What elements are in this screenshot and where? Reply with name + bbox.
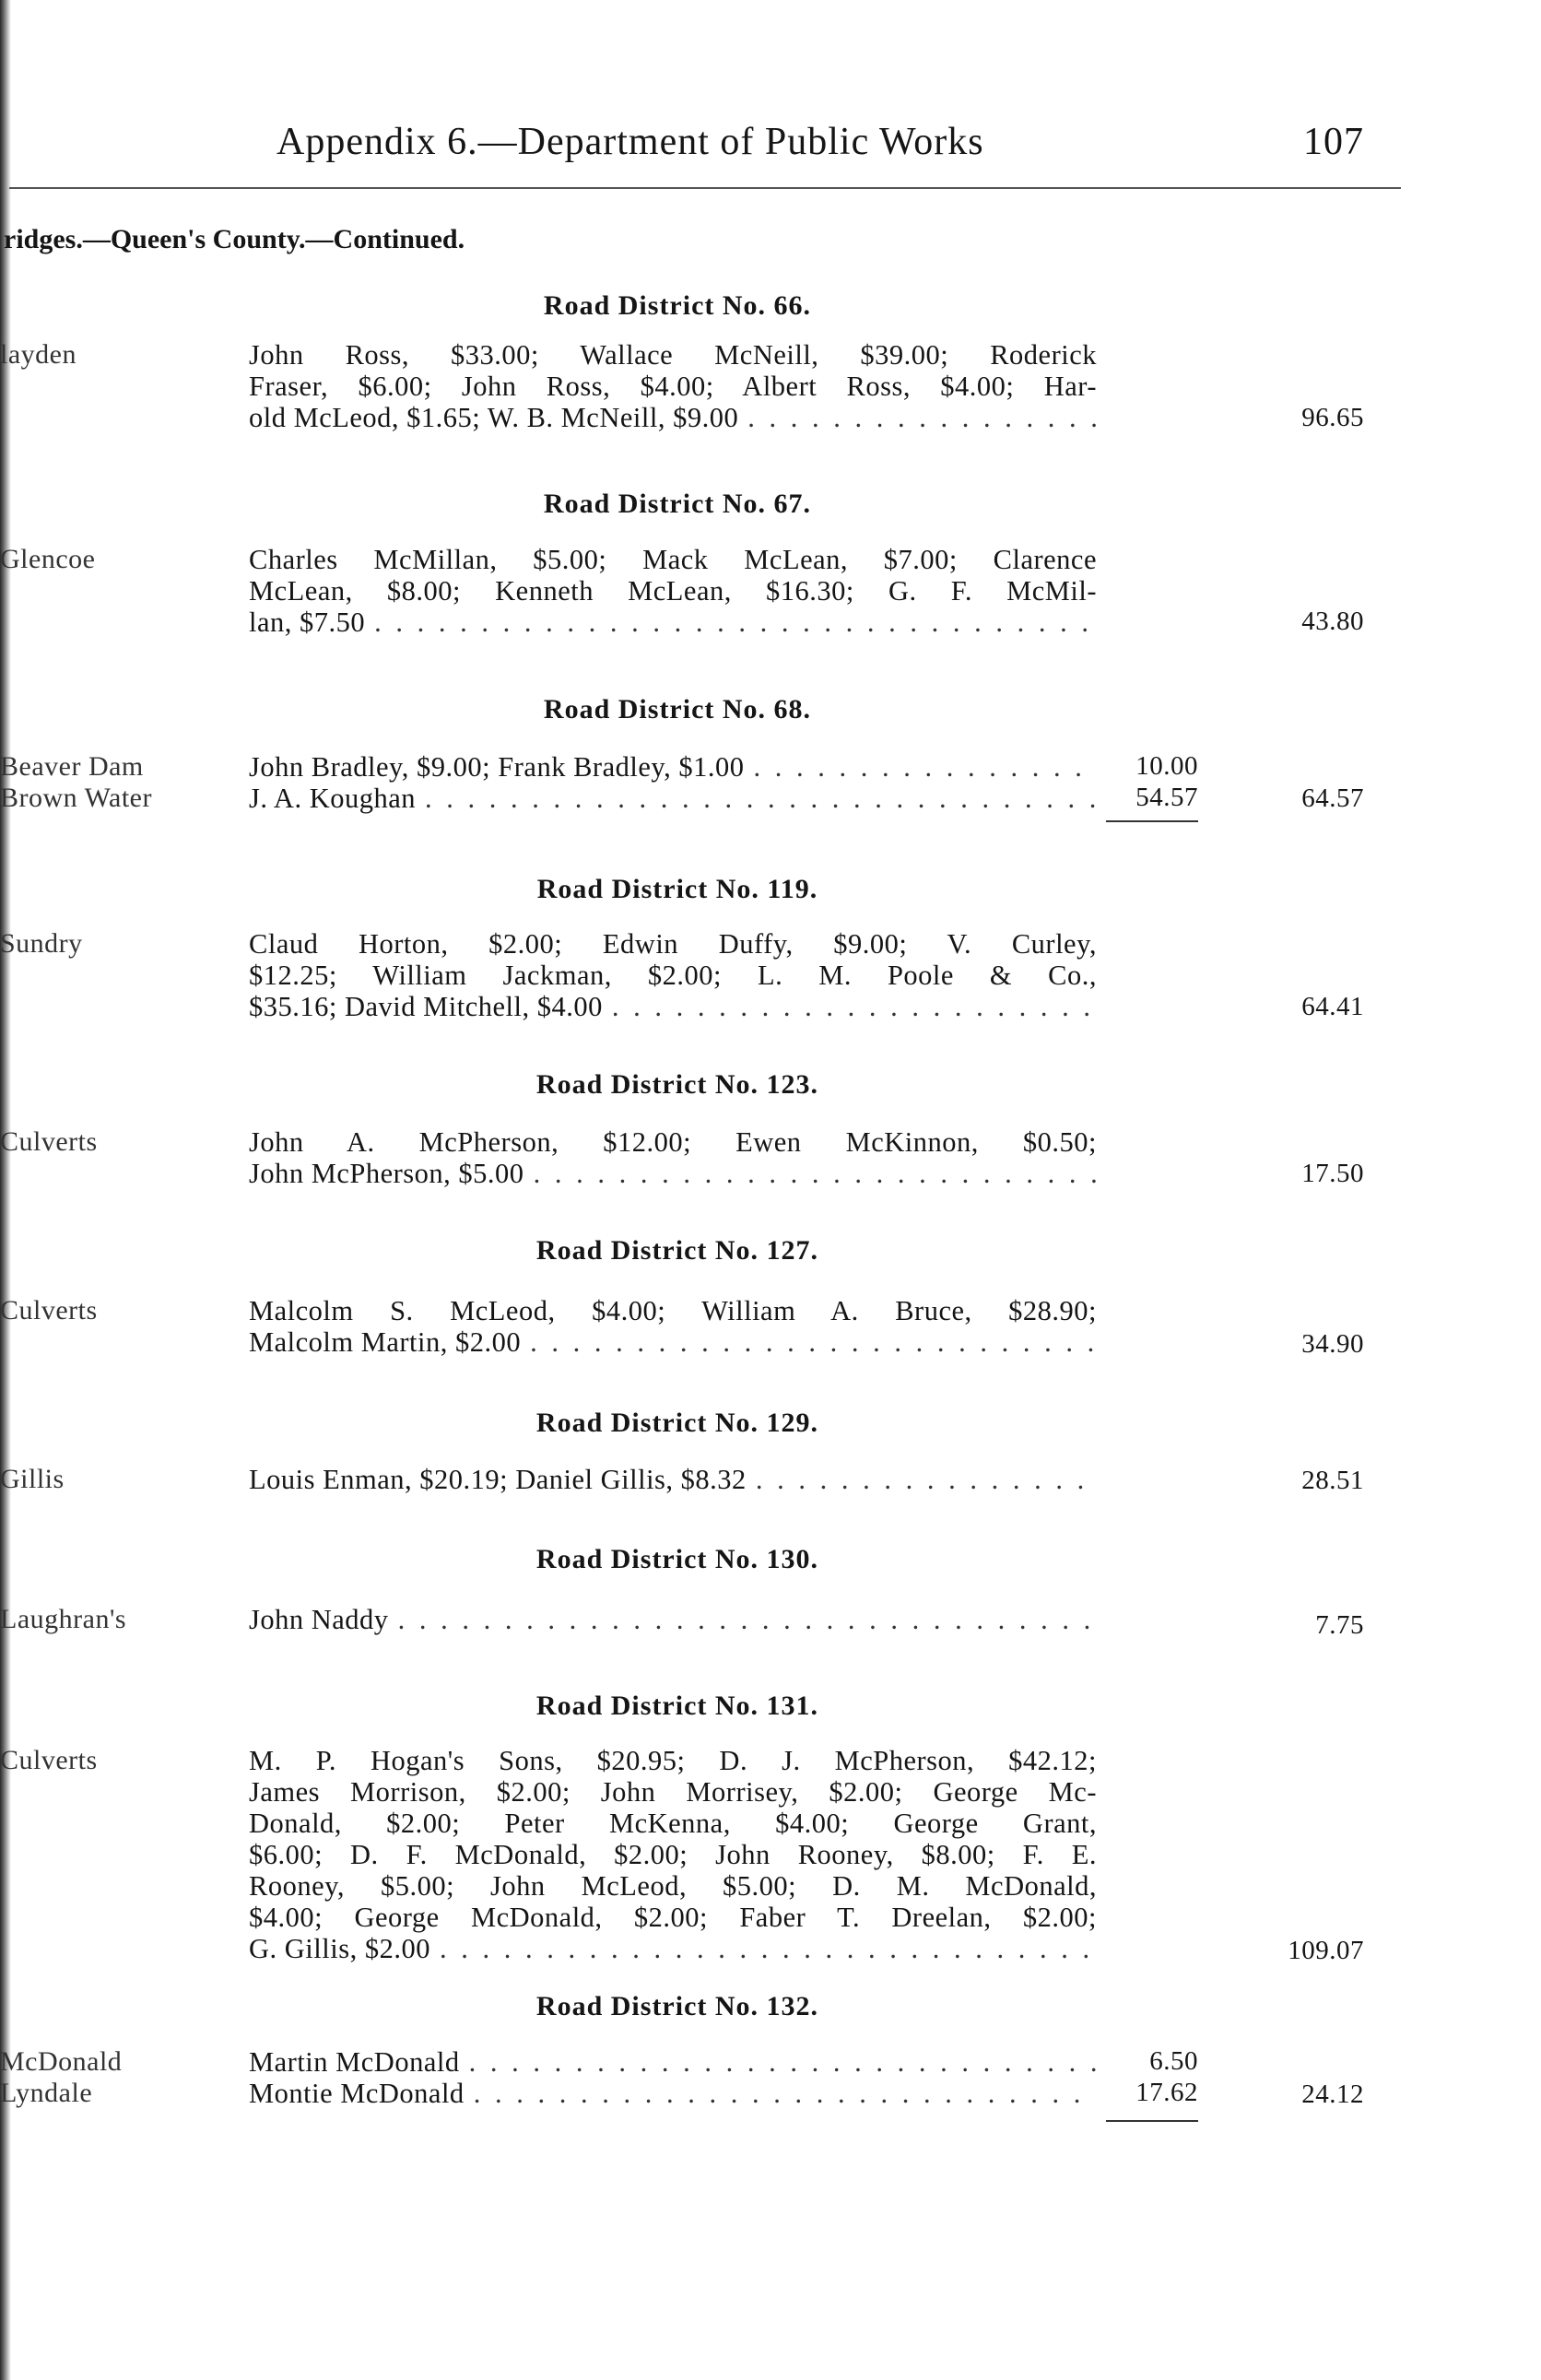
entry-line: Fraser, $6.00; John Ross, $4.00; Albert Ross, $4.00; Har-	[249, 371, 1097, 402]
district-total: 7.75	[1315, 1610, 1364, 1640]
dot-leader	[425, 783, 1097, 814]
district-total: 64.57	[1301, 784, 1364, 813]
entry-line: Malcolm S. McLeod, $4.00; William A. Bruce, $28.90;	[249, 1295, 1097, 1326]
district-total: 64.41	[1301, 992, 1364, 1021]
entry-last-line	[249, 402, 1097, 433]
entry-last-line	[249, 991, 1097, 1022]
entry-line: lan, $7.50	[249, 607, 366, 638]
running-title: Appendix 6.—Department of Public Works	[276, 121, 984, 163]
district-total: 96.65	[1301, 403, 1364, 432]
item-amount: 17.62	[1135, 2078, 1198, 2107]
sum-rule	[1106, 2120, 1198, 2122]
place-name: Sundry	[0, 928, 83, 959]
entry-last-line	[249, 2046, 1097, 2078]
district-heading: Road District No. 123.	[535, 1069, 819, 1100]
entry-line: John Naddy	[249, 1604, 389, 1635]
entry-description	[249, 2046, 1097, 2078]
header-rule	[9, 187, 1401, 189]
dot-leader	[469, 2046, 1097, 2078]
entry-description	[249, 751, 1097, 783]
entry-line: John Ross, $33.00; Wallace McNeill, $39.00; Roderick	[249, 339, 1097, 371]
entry-line: $4.00; George McDonald, $2.00; Faber T. Dreelan, $2.00;	[249, 1902, 1097, 1933]
section-heading: ridges.—Queen's County.—Continued.	[4, 224, 465, 254]
entry-line: John A. McPherson, $12.00; Ewen McKinnon, $0.50;	[249, 1126, 1097, 1158]
district-total: 43.80	[1301, 607, 1364, 636]
dot-leader	[612, 991, 1097, 1022]
entry-last-line	[249, 783, 1097, 814]
dot-leader	[756, 1464, 1097, 1495]
entry-description	[249, 2078, 1097, 2109]
entry-last-line	[249, 1464, 1097, 1495]
entry-line: $6.00; D. F. McDonald, $2.00; John Rooney, $8.00; F. E.	[249, 1839, 1097, 1870]
entry-line: Charles McMillan, $5.00; Mack McLean, $7.00; Clarence	[249, 544, 1097, 575]
entry-line: Montie McDonald	[249, 2078, 465, 2109]
entry-description	[249, 1464, 1097, 1495]
entry-line: Malcolm Martin, $2.00	[249, 1326, 522, 1358]
dot-leader	[398, 1604, 1097, 1635]
district-heading: Road District No. 67.	[543, 489, 812, 519]
dot-leader	[474, 2078, 1097, 2109]
sum-rule	[1106, 820, 1198, 822]
entry-line: J. A. Koughan	[249, 783, 417, 814]
place-name: Culverts	[0, 1295, 98, 1325]
place-name: McDonald	[0, 2046, 123, 2077]
entry-last-line	[249, 1326, 1097, 1358]
entry-description	[249, 544, 1097, 638]
dot-leader	[754, 751, 1097, 783]
entry-last-line	[249, 1158, 1097, 1189]
entry-line: John Bradley, $9.00; Frank Bradley, $1.00	[249, 751, 745, 783]
entry-description	[249, 339, 1097, 433]
dot-leader	[747, 402, 1097, 433]
place-name: Laughran's	[0, 1604, 127, 1634]
district-heading: Road District No. 131.	[535, 1691, 819, 1721]
entry-line: Claud Horton, $2.00; Edwin Duffy, $9.00; V. Curley,	[249, 928, 1097, 960]
district-total: 17.50	[1301, 1159, 1364, 1188]
page-header	[276, 120, 1364, 175]
entry-description	[249, 928, 1097, 1022]
entry-description	[249, 1604, 1097, 1635]
entry-description	[249, 1126, 1097, 1189]
place-name: Culverts	[0, 1126, 98, 1157]
entry-line: McLean, $8.00; Kenneth McLean, $16.30; G. F. McMil-	[249, 575, 1097, 607]
entry-line: Rooney, $5.00; John McLeod, $5.00; D. M. McDonald,	[249, 1870, 1097, 1902]
district-heading: Road District No. 127.	[535, 1235, 819, 1266]
entry-line: G. Gillis, $2.00	[249, 1933, 430, 1964]
entry-last-line	[249, 1604, 1097, 1635]
district-total: 24.12	[1301, 2080, 1364, 2109]
entry-description	[249, 1295, 1097, 1358]
place-name: Gillis	[0, 1464, 65, 1494]
place-name: Glencoe	[0, 544, 96, 574]
item-amount: 6.50	[1149, 2046, 1198, 2076]
entry-description	[249, 783, 1097, 814]
page-number: 107	[1303, 121, 1364, 163]
district-heading: Road District No. 119.	[536, 874, 818, 904]
entry-line: Donald, $2.00; Peter McKenna, $4.00; George Grant,	[249, 1808, 1097, 1839]
item-amount: 10.00	[1135, 751, 1198, 781]
district-heading: Road District No. 132.	[535, 1991, 819, 2021]
entry-line: $12.25; William Jackman, $2.00; L. M. Poole & Co.,	[249, 960, 1097, 991]
dot-leader	[534, 1158, 1097, 1189]
district-heading: Road District No. 130.	[535, 1544, 819, 1574]
entry-line: James Morrison, $2.00; John Morrisey, $2.00; George Mc-	[249, 1776, 1097, 1808]
district-heading: Road District No. 66.	[543, 290, 812, 321]
place-name: Brown Water	[0, 783, 152, 813]
entry-line: Martin McDonald	[249, 2046, 460, 2078]
place-name: Lyndale	[0, 2078, 93, 2108]
entry-last-line	[249, 1933, 1097, 1964]
entry-line: old McLeod, $1.65; W. B. McNeill, $9.00	[249, 402, 739, 433]
place-name: Beaver Dam	[0, 751, 144, 782]
district-total: 34.90	[1301, 1329, 1364, 1359]
place-name: Culverts	[0, 1745, 98, 1775]
entry-description	[249, 1745, 1097, 1964]
district-total: 28.51	[1301, 1466, 1364, 1495]
dot-leader	[530, 1326, 1097, 1358]
dot-leader	[440, 1933, 1097, 1964]
district-total: 109.07	[1288, 1936, 1364, 1965]
dot-leader	[374, 607, 1097, 638]
entry-line: John McPherson, $5.00	[249, 1158, 524, 1189]
entry-last-line	[249, 2078, 1097, 2109]
district-heading: Road District No. 129.	[535, 1408, 819, 1438]
entry-line: Louis Enman, $20.19; Daniel Gillis, $8.32	[249, 1464, 747, 1495]
entry-line: $35.16; David Mitchell, $4.00	[249, 991, 603, 1022]
entry-last-line	[249, 607, 1097, 638]
entry-last-line	[249, 751, 1097, 783]
entry-line: M. P. Hogan's Sons, $20.95; D. J. McPherson, $42.12;	[249, 1745, 1097, 1776]
district-heading: Road District No. 68.	[543, 694, 812, 725]
place-name: layden	[0, 339, 76, 370]
item-amount: 54.57	[1135, 783, 1198, 812]
